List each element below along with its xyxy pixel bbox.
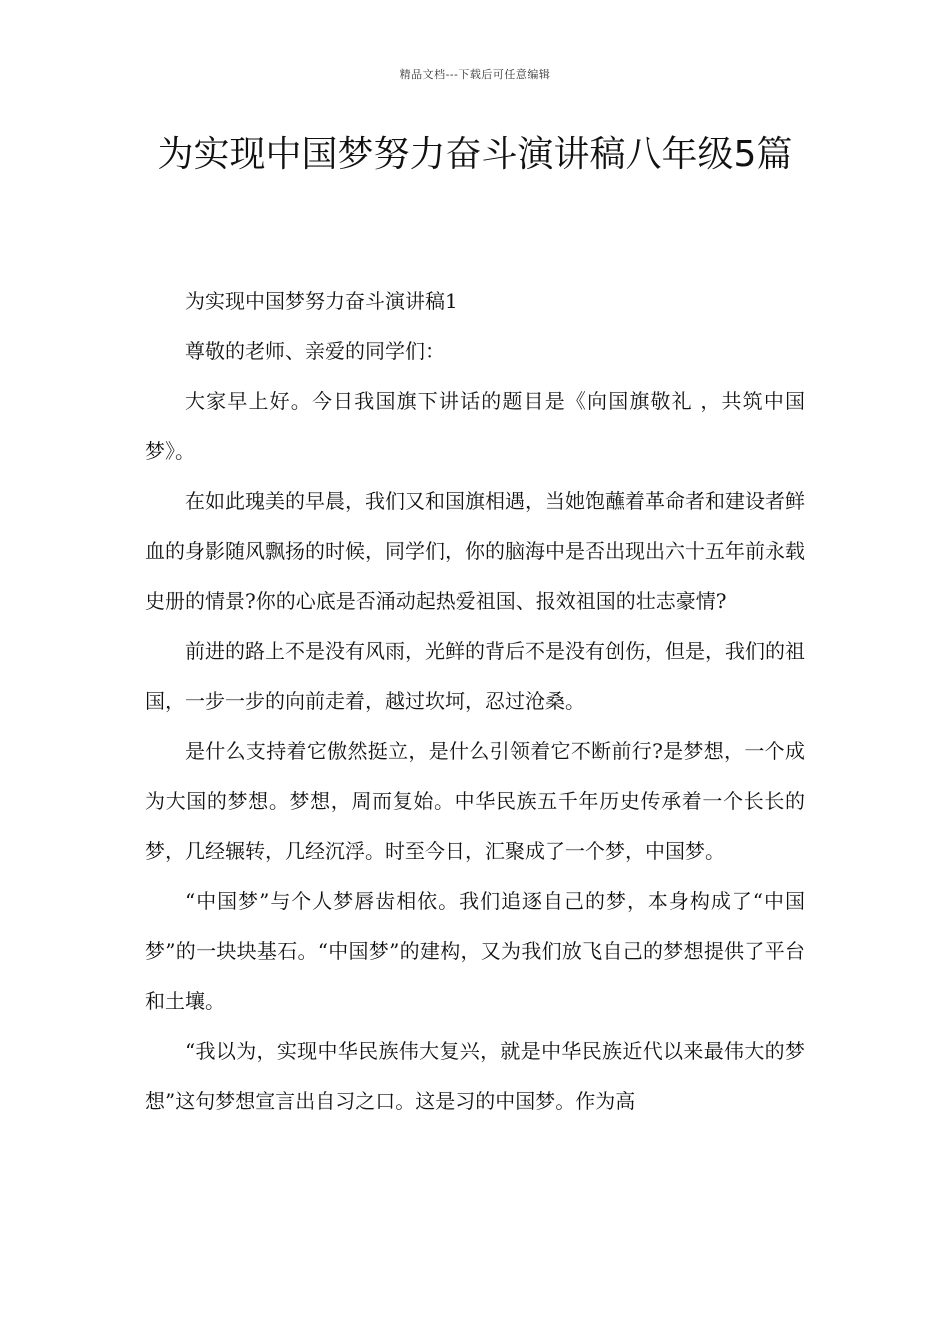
paragraph: 在如此瑰美的早晨，我们又和国旗相遇，当她饱蘸着革命者和建设者鲜血的身影随风飘扬的时候，同学们，你的脑海中是否出现出六十五年前永载史册的情景?你的心底是否涌动起热爱祖国、报效祖国的壮志豪情? [145,489,805,613]
paragraph: “中国梦”与个人梦唇齿相依。我们追逐自己的梦，本身构成了“中国梦”的一块块基石。“中国梦”的建构，又为我们放飞自己的梦想提供了平台和土壤。 [145,889,805,1013]
salutation: 尊敬的老师、亲爱的同学们： [185,339,445,363]
header-note: 精品文档---下载后可任意编辑 [399,68,551,81]
paragraph: 前进的路上不是没有风雨，光鲜的背后不是没有创伤，但是，我们的祖国，一步一步的向前走着，越过坎坷，忍过沧桑。 [145,639,805,713]
paragraph: 大家早上好。今日我国旗下讲话的题目是《向国旗敬礼 ，共筑中国梦》。 [145,389,805,463]
paragraph: “我以为，实现中华民族伟大复兴，就是中华民族近代以来最伟大的梦想”这句梦想宣言出自习之口。这是习的中国梦。作为高 [145,1039,805,1113]
paragraph: 是什么支持着它傲然挺立，是什么引领着它不断前行?是梦想，一个成为大国的梦想。梦想，周而复始。中华民族五千年历史传承着一个长长的梦，几经辗转，几经沉浮。时至今日，汇聚成了一个梦，中国梦。 [145,739,805,863]
document-body [145,276,805,1126]
document-title: 为实现中国梦努力奋斗演讲稿八年级5篇 [157,134,793,175]
section-heading: 为实现中国梦努力奋斗演讲稿1 [185,289,458,313]
